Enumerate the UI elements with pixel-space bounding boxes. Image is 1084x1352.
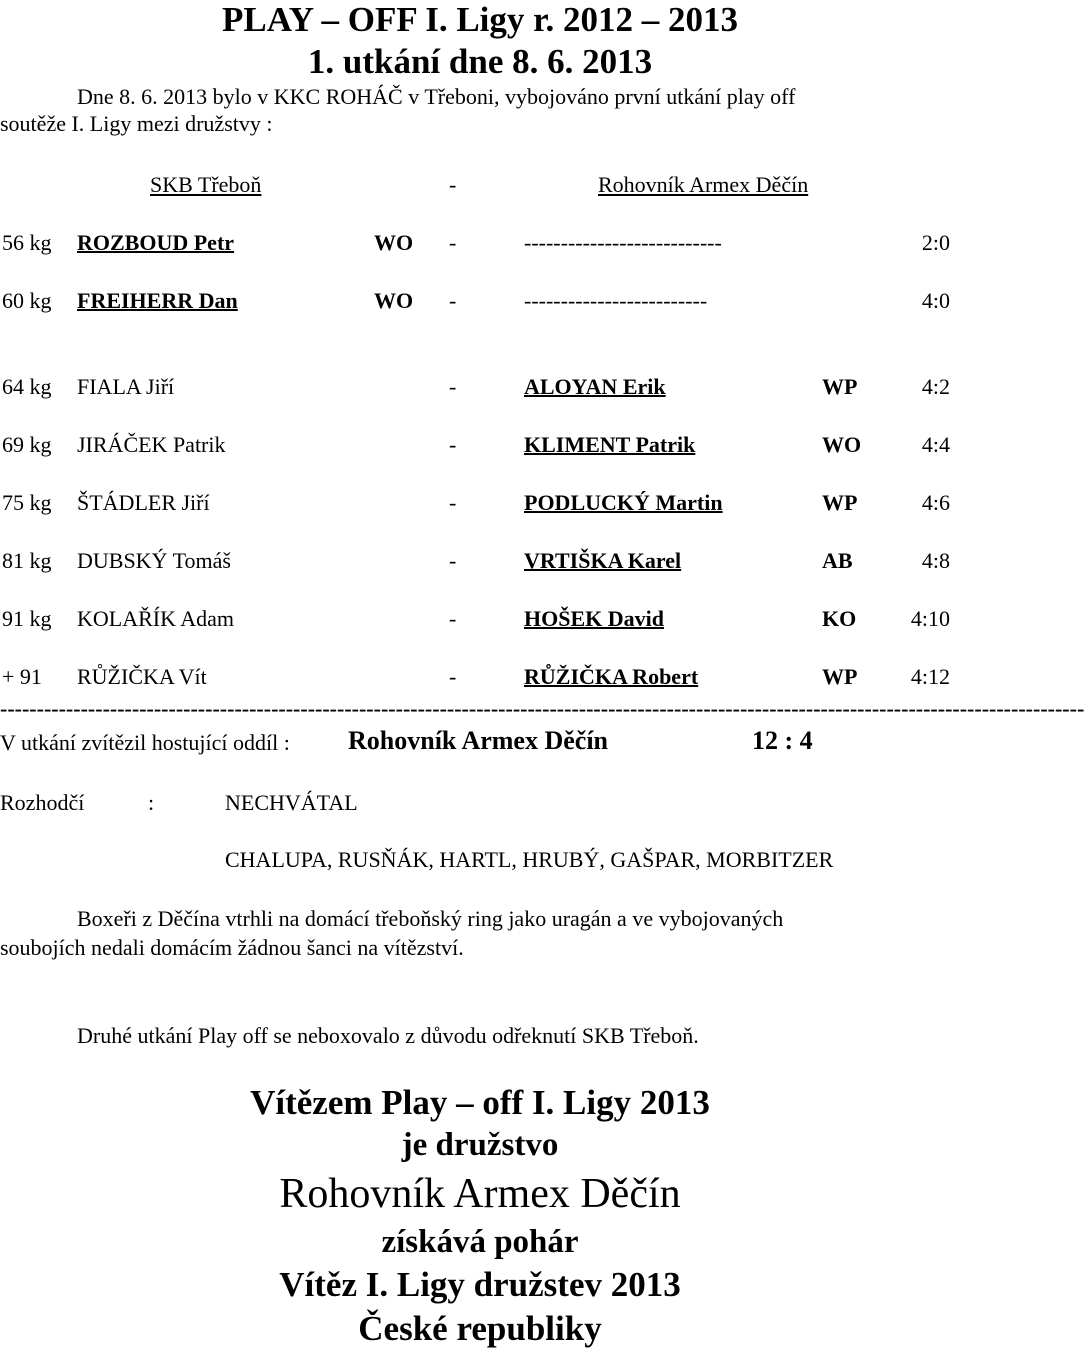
bout-separator: - [449,664,457,689]
bout-score: 4:4 [921,432,950,457]
bout-weight: + 91 [2,664,42,689]
dash-rule: ---------------------------------------------------------------------------------------------------------------------------------------------------- [0,696,1084,721]
final-line-4: získává pohár [381,1224,579,1260]
page-subtitle: 1. utkání dne 8. 6. 2013 [307,42,653,81]
bout-home-boxer: ŠTÁDLER Jiří [77,490,210,515]
bout-away-boxer: --------------------------- [524,230,722,255]
bout-score: 4:12 [910,664,950,689]
referee-others: CHALUPA, RUSŇÁK, HARTL, HRUBÝ, GAŠPAR, MORBITZER [225,847,834,872]
bout-separator: - [449,288,457,313]
bout-away-boxer: RŮŽIČKA Robert [524,664,699,689]
bout-score: 4:6 [921,490,950,515]
bout-away-boxer: ------------------------- [524,288,708,313]
bout-away-result: WP [822,490,858,515]
bout-home-boxer: FIALA Jiří [77,374,175,399]
bout-home-result: WO [374,288,414,313]
bout-score: 4:0 [921,288,950,313]
bout-weight: 56 kg [2,230,52,255]
bout-away-boxer: ALOYAN Erik [524,374,666,399]
bout-weight: 64 kg [2,374,52,399]
bout-away-boxer: KLIMENT Patrik [524,432,696,457]
intro-line-1: Dne 8. 6. 2013 bylo v KKC ROHÁČ v Třeboni, vybojováno první utkání play off [77,84,796,109]
bout-separator: - [449,606,457,631]
referee-main: NECHVÁTAL [225,790,358,815]
final-line-2: je družstvo [401,1127,559,1163]
final-line-6: České republiky [358,1309,602,1348]
bout-home-boxer: FREIHERR Dan [77,288,238,313]
bout-home-boxer: ROZBOUD Petr [77,230,235,255]
bout-separator: - [449,432,457,457]
referee-label: Rozhodčí [0,790,85,815]
bout-away-boxer: HOŠEK David [524,606,664,631]
bout-score: 4:8 [921,548,950,573]
away-team: Rohovník Armex Děčín [598,172,809,197]
final-line-5: Vítěz I. Ligy družstev 2013 [279,1265,681,1304]
bout-score: 4:2 [921,374,950,399]
bout-weight: 60 kg [2,288,52,313]
bout-away-result: WP [822,664,858,689]
bout-away-result: KO [822,606,857,631]
bout-away-result: WO [822,432,862,457]
bout-separator: - [449,490,457,515]
bout-away-result: WP [822,374,858,399]
result-score: 12 : 4 [752,726,813,755]
bout-away-boxer: VRTIŠKA Karel [524,548,682,573]
bout-home-boxer: DUBSKÝ Tomáš [77,548,231,573]
bout-score: 2:0 [921,230,950,255]
bout-home-boxer: KOLAŘÍK Adam [77,606,235,631]
bout-weight: 91 kg [2,606,52,631]
home-team: SKB Třeboň [150,172,262,197]
bout-separator: - [449,548,457,573]
bout-home-boxer: RŮŽIČKA Vít [77,664,207,689]
bout-away-boxer: PODLUCKÝ Martin [524,490,723,515]
final-line-3: Rohovník Armex Děčín [279,1171,681,1217]
bout-weight: 81 kg [2,548,52,573]
bout-home-boxer: JIRÁČEK Patrik [77,432,226,457]
second-match-note: Druhé utkání Play off se neboxovalo z důvodu odřeknutí SKB Třeboň. [77,1023,699,1048]
result-winner: Rohovník Armex Děčín [348,726,608,755]
final-line-1: Vítězem Play – off I. Ligy 2013 [250,1083,710,1122]
result-label: V utkání zvítězil hostující oddíl : [0,730,290,755]
referee-colon: : [148,790,155,815]
bout-score: 4:10 [910,606,950,631]
bout-separator: - [449,374,457,399]
bout-home-result: WO [374,230,414,255]
comment-line-1: Boxeři z Děčína vtrhli na domácí třeboňský ring jako uragán a ve vybojovaných [77,906,784,931]
page-title: PLAY – OFF I. Ligy r. 2012 – 2013 [222,0,738,39]
comment-line-2: soubojích nedali domácím žádnou šanci na vítězství. [0,935,464,960]
teams-separator: - [449,172,457,197]
bout-away-result: AB [822,548,853,573]
intro-line-2: soutěže I. Ligy mezi družstvy : [0,111,273,136]
bout-weight: 69 kg [2,432,52,457]
bout-weight: 75 kg [2,490,52,515]
bout-separator: - [449,230,457,255]
